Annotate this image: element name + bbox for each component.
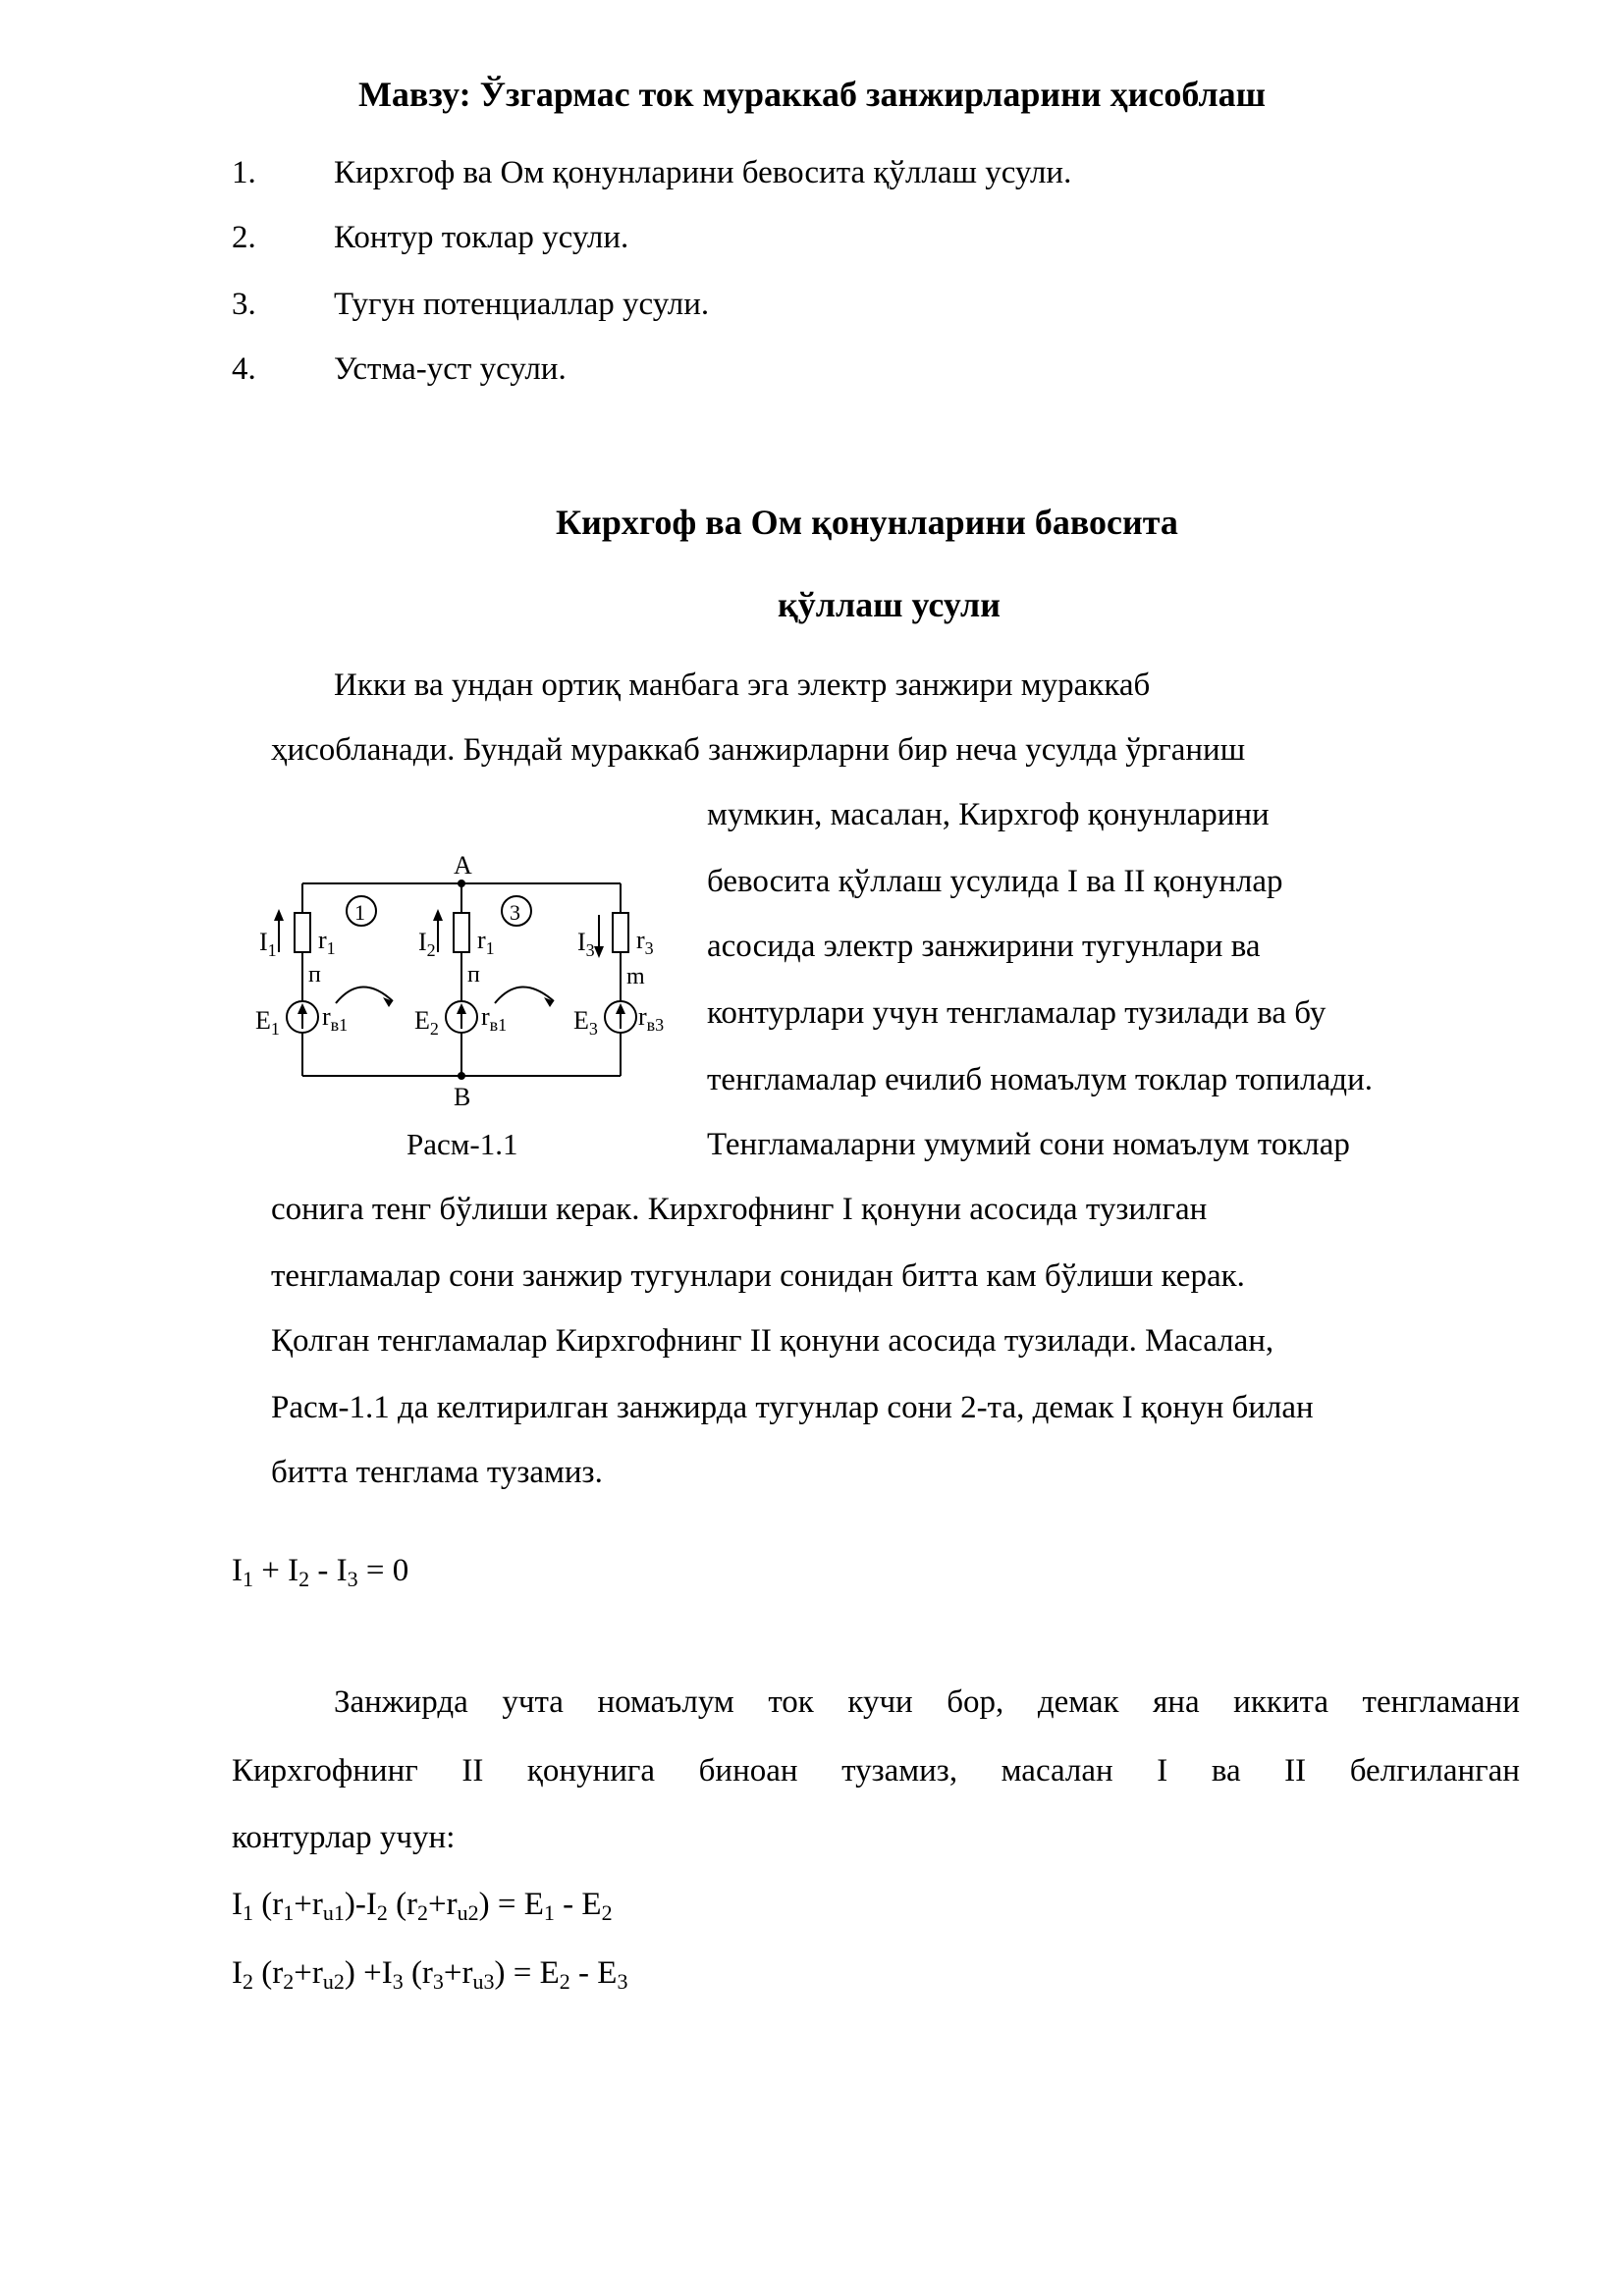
equation-kirchhoff-1: $I_1 + I_2 - I_3 = 0$ (232, 1553, 409, 1591)
list-item-number: 4. (232, 351, 256, 387)
paragraph-line: тенгламалар ечилиб номаълум токлар топилади. (707, 1062, 1373, 1097)
current-label-1: $I_1$ (259, 928, 277, 960)
equation-kirchhoff-2a: $I_1$ $(r_1+r_{u1})-I_2$ $(r_2+r_{u2}) = E_1 - E_2$ (232, 1887, 613, 1925)
figure-caption: Расм-1.1 (406, 1127, 518, 1161)
paragraph-line: контурлар учун: (232, 1820, 456, 1855)
node-label-b: B (454, 1083, 471, 1111)
list-item-number: 3. (232, 287, 256, 322)
loop-label-2: 3 (510, 900, 520, 925)
section-heading-line2: қўллаш усули (778, 585, 1001, 624)
section-heading-line1: Кирхгоф ва Ом қонунларини бавосита (556, 503, 1178, 542)
node-label-m: m (626, 964, 645, 989)
paragraph-line: бевосита қўллаш усулида I ва II қонунлар (707, 864, 1283, 899)
paragraph-line: асосида электр занжирини тугунлари ва (707, 929, 1261, 964)
paragraph-line: мумкин, масалан, Кирхгоф қонунларини (707, 797, 1270, 832)
node-label-n1: п (308, 962, 321, 988)
paragraph-line: сонига тенг бўлиши керак. Кирхгофнинг I қонуни асосида тузилган (271, 1192, 1208, 1227)
paragraph-line: Икки ва ундан ортиқ манбага эга электр занжири мураккаб (334, 667, 1151, 703)
list-item-text: Кирхгоф ва Ом қонунларини бевосита қўллаш усули. (334, 155, 1072, 190)
resistor-label-1: $r_1$ (318, 926, 336, 958)
paragraph-line: Тенгламаларни умумий сони номаълум токлар (707, 1127, 1350, 1162)
list-item-text: Тугун потенциаллар усули. (334, 287, 710, 322)
paragraph-line: Қолган тенгламалар Кирхгофнинг II қонуни асосида тузилади. Масалан, (271, 1323, 1274, 1359)
paragraph-line: битта тенглама тузамиз. (271, 1455, 603, 1490)
loop-label-1: 1 (354, 900, 365, 925)
current-label-3: $I_3$ (577, 928, 595, 960)
paragraph-line: Расм-1.1 да келтирилган занжирда тугунлар сони 2-та, демак I қонун билан (271, 1390, 1314, 1425)
current-label-2: $I_2$ (418, 928, 436, 960)
internal-resistance-label-1: $r_{в1}$ (322, 1002, 349, 1035)
document-title: Мавзу: Ўзгармас ток мураккаб занжирларини ҳисоблаш (357, 75, 1267, 114)
paragraph-line: контурлари учун тенгламалар тузилади ва бу (707, 995, 1326, 1031)
resistor-label-2: $r_1$ (477, 926, 495, 958)
internal-resistance-label-3: $r_{в3}$ (638, 1002, 665, 1035)
source-label-2: $E_2$ (414, 1006, 439, 1039)
list-item-text: Устма-уст усули. (334, 351, 567, 387)
node-label-a: A (454, 851, 472, 880)
circuit-diagram (226, 844, 687, 1129)
source-label-1: $E_1$ (255, 1006, 280, 1039)
list-item-text: Контур токлар усули. (334, 220, 629, 255)
source-label-3: $E_3$ (573, 1006, 598, 1039)
list-item-number: 2. (232, 220, 256, 255)
paragraph-line: ҳисобланади. Бундай мураккаб занжирларни бир неча усулда ўрганиш (271, 732, 1246, 768)
node-label-n2: п (467, 962, 480, 988)
equation-kirchhoff-2b: $I_2$ $(r_2+r_{u2}) +I_3$ $(r_3+r_{u3}) = E_2 - E_3$ (232, 1955, 628, 1994)
paragraph-line: тенгламалар сони занжир тугунлари сонидан битта кам бўлиши керак. (271, 1258, 1245, 1294)
paragraph-line: Занжирда учта номаълум ток кучи бор, демак яна иккита тенгламани (334, 1684, 1520, 1720)
paragraph-line: Кирхгофнинг II қонунига биноан тузамиз, масалан I ва II белгиланган (232, 1753, 1520, 1789)
list-item-number: 1. (232, 155, 256, 190)
internal-resistance-label-2: $r_{в1}$ (481, 1002, 508, 1035)
resistor-label-3: $r_3$ (636, 926, 654, 958)
